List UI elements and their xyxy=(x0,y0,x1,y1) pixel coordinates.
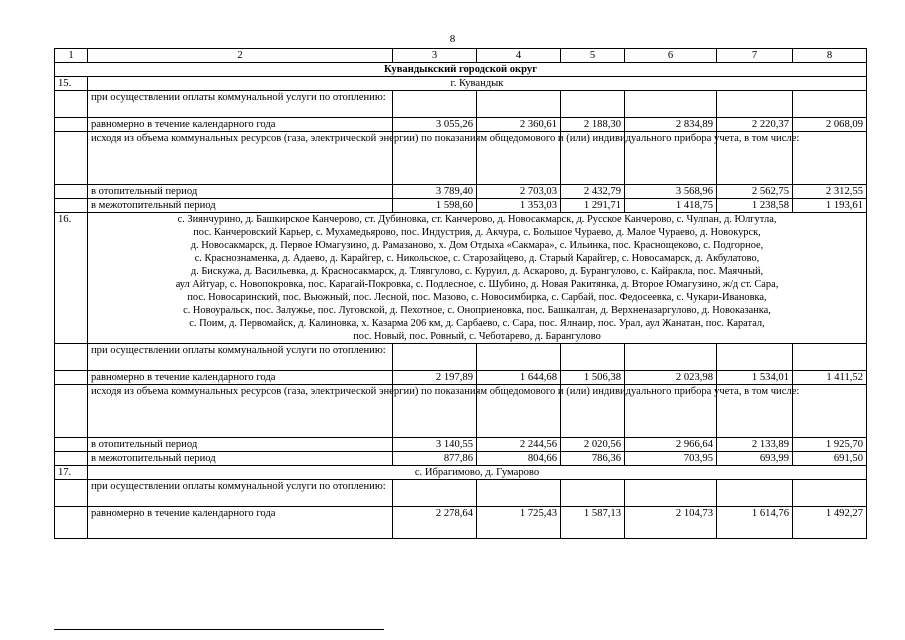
value-cell: 1 506,38 xyxy=(561,371,625,385)
place-line: с. Краснознаменка, д. Адаево, д. Карайгер, с. Никольское, с. Старозайцево, д. Старый Карайгер, с. Новосамарск, д. Акбулатово, xyxy=(194,253,760,264)
empty-cell xyxy=(55,185,88,199)
value-cell: 2 020,56 xyxy=(561,438,625,452)
row-label: в межотопительный период xyxy=(88,199,393,213)
row-label: равномерно в течение календарного года xyxy=(88,118,393,132)
value-cell: 2 432,79 xyxy=(561,185,625,199)
table-row xyxy=(55,344,867,371)
table-row xyxy=(55,438,867,452)
value-cell: 1 492,27 xyxy=(793,507,867,539)
table-row xyxy=(55,452,867,466)
section-header-row xyxy=(55,77,867,91)
value-cell: 1 291,71 xyxy=(561,199,625,213)
empty-cell xyxy=(477,344,561,371)
table-row xyxy=(55,132,867,185)
empty-cell xyxy=(717,344,793,371)
empty-cell xyxy=(55,199,88,213)
value-cell: 877,86 xyxy=(393,452,477,466)
value-cell: 1 238,58 xyxy=(717,199,793,213)
empty-cell xyxy=(55,452,88,466)
value-cell: 1 418,75 xyxy=(625,199,717,213)
row-label: равномерно в течение календарного года xyxy=(88,371,393,385)
empty-cell xyxy=(55,132,88,185)
section-place-list xyxy=(88,213,867,344)
row-label: при осуществлении оплаты коммунальной услуги по отоплению: xyxy=(88,91,393,118)
district-row xyxy=(55,63,867,77)
value-cell: 2 133,89 xyxy=(717,438,793,452)
place-line: с. Новоуральск, пос. Залужье, пос. Луговской, д. Пехотное, с. Оноприеновка, пос. Башкалган, д. Верхненазаргулово, д. Новоказанка, xyxy=(183,305,771,316)
table-row xyxy=(55,480,867,507)
empty-cell xyxy=(717,480,793,507)
empty-cell xyxy=(793,385,867,438)
place-line: с. Зиянчурино, д. Башкирское Канчерово, ст. Дубиновка, ст. Канчерово, д. Новосакмарск, д. Русское Канчерово, с. Чулпан, д. Юлгутла, xyxy=(177,214,777,225)
value-cell: 1 411,52 xyxy=(793,371,867,385)
value-cell: 3 055,26 xyxy=(393,118,477,132)
header-col-7: 7 xyxy=(717,49,793,63)
empty-cell xyxy=(55,91,88,118)
value-cell: 1 614,76 xyxy=(717,507,793,539)
empty-cell xyxy=(477,480,561,507)
row-label: равномерно в течение календарного года xyxy=(88,507,393,539)
table-row xyxy=(55,371,867,385)
table-row xyxy=(55,199,867,213)
value-cell: 2 244,56 xyxy=(477,438,561,452)
value-cell: 2 220,37 xyxy=(717,118,793,132)
section-number: 17. xyxy=(55,466,88,480)
page-number: 8 xyxy=(449,33,456,45)
header-row xyxy=(55,49,867,63)
value-cell: 2 703,03 xyxy=(477,185,561,199)
place-line: пос. Новосаринский, пос. Вьюжный, пос. Лесной, пос. Мазово, с. Новосимбирка, с. Сарбай, пос. Федосеевка, с. Чукари-Ивановка, xyxy=(187,292,767,303)
empty-cell xyxy=(793,132,867,185)
row-label: в отопительный период xyxy=(88,185,393,199)
place-line: пос. Канчеровский Карьер, с. Мухамедьярово, пос. Индустрия, д. Акчура, с. Большое Чураево, д. Малое Чураево, д. Новокурск, xyxy=(193,227,761,238)
empty-cell xyxy=(55,344,88,371)
empty-cell xyxy=(625,480,717,507)
empty-cell xyxy=(55,480,88,507)
value-cell: 3 789,40 xyxy=(393,185,477,199)
empty-cell xyxy=(55,371,88,385)
empty-cell xyxy=(55,438,88,452)
header-col-3: 3 xyxy=(393,49,477,63)
empty-cell xyxy=(717,91,793,118)
table-row xyxy=(55,91,867,118)
place-line: д. Новосакмарск, д. Первое Юмагузино, д. Рамазаново, х. Дом Отдыха «Сакмара», с. Ильинка, пос. Краснощеково, с. Подгорное, xyxy=(190,240,764,251)
value-cell: 2 188,30 xyxy=(561,118,625,132)
section-header-row xyxy=(55,213,867,344)
value-cell: 786,36 xyxy=(561,452,625,466)
value-cell: 691,50 xyxy=(793,452,867,466)
value-cell: 2 068,09 xyxy=(793,118,867,132)
table-row xyxy=(55,118,867,132)
header-col-2: 2 xyxy=(88,49,393,63)
row-label: в межотопительный период xyxy=(88,452,393,466)
empty-cell xyxy=(393,91,477,118)
value-cell: 2 562,75 xyxy=(717,185,793,199)
empty-cell xyxy=(561,91,625,118)
table-row xyxy=(55,385,867,438)
footer-rule xyxy=(54,629,384,630)
section-number: 16. xyxy=(55,213,88,344)
value-cell: 1 925,70 xyxy=(793,438,867,452)
district-title: Кувандыкский городской округ xyxy=(55,63,867,77)
empty-cell xyxy=(393,344,477,371)
value-cell: 1 598,60 xyxy=(393,199,477,213)
table-row xyxy=(55,507,867,539)
section-header-row xyxy=(55,466,867,480)
value-cell: 2 360,61 xyxy=(477,118,561,132)
value-cell: 693,99 xyxy=(717,452,793,466)
value-cell: 804,66 xyxy=(477,452,561,466)
row-label: при осуществлении оплаты коммунальной услуги по отоплению: xyxy=(88,344,393,371)
empty-cell xyxy=(393,480,477,507)
value-cell: 703,95 xyxy=(625,452,717,466)
value-cell: 2 966,64 xyxy=(625,438,717,452)
header-col-8: 8 xyxy=(793,49,867,63)
empty-cell xyxy=(55,507,88,539)
section-place: г. Кувандык xyxy=(88,77,867,91)
value-cell: 2 197,89 xyxy=(393,371,477,385)
value-cell: 2 312,55 xyxy=(793,185,867,199)
value-cell: 1 725,43 xyxy=(477,507,561,539)
empty-cell xyxy=(561,344,625,371)
value-cell: 1 644,68 xyxy=(477,371,561,385)
empty-cell xyxy=(477,91,561,118)
empty-cell xyxy=(55,385,88,438)
empty-cell xyxy=(561,480,625,507)
value-cell: 3 568,96 xyxy=(625,185,717,199)
value-cell: 3 140,55 xyxy=(393,438,477,452)
section-place: с. Ибрагимово, д. Гумарово xyxy=(88,466,867,480)
place-line: аул Айтуар, с. Новопокровка, пос. Карагай-Покровка, с. Подлесное, с. Шубино, д. Новая Ракитянка, д. Второе Юмагузино, ж/д ст. Сара, xyxy=(175,279,779,290)
empty-cell xyxy=(625,91,717,118)
value-cell: 2 104,73 xyxy=(625,507,717,539)
value-cell: 1 353,03 xyxy=(477,199,561,213)
row-label: исходя из объема коммунальных ресурсов (газа, электрической энергии) по показаниям общедомового и (или) индивидуального прибора учета, в том числе: xyxy=(88,132,393,185)
value-cell: 1 193,61 xyxy=(793,199,867,213)
place-line: пос. Новый, пос. Ровный, с. Чеботарево, д. Барангулово xyxy=(353,331,601,342)
table-row xyxy=(55,185,867,199)
empty-cell xyxy=(793,91,867,118)
header-col-4: 4 xyxy=(477,49,561,63)
row-label: исходя из объема коммунальных ресурсов (газа, электрической энергии) по показаниям общедомового и (или) индивидуального прибора учета, в том числе: xyxy=(88,385,393,438)
empty-cell xyxy=(625,344,717,371)
value-cell: 2 023,98 xyxy=(625,371,717,385)
value-cell: 2 278,64 xyxy=(393,507,477,539)
value-cell: 1 534,01 xyxy=(717,371,793,385)
empty-cell xyxy=(55,118,88,132)
tariff-table xyxy=(54,48,867,539)
empty-cell xyxy=(793,480,867,507)
header-col-1: 1 xyxy=(55,49,88,63)
header-col-6: 6 xyxy=(625,49,717,63)
value-cell: 1 587,13 xyxy=(561,507,625,539)
value-cell: 2 834,89 xyxy=(625,118,717,132)
header-col-5: 5 xyxy=(561,49,625,63)
row-label: при осуществлении оплаты коммунальной услуги по отоплению: xyxy=(88,480,393,507)
row-label: в отопительный период xyxy=(88,438,393,452)
place-line: с. Поим, д. Первомайск, д. Калиновка, х. Казарма 206 км, д. Сарбаево, с. Сара, пос. Ялнаир, пос. Урал, аул Жанатан, пос. Каратал, xyxy=(189,318,765,329)
empty-cell xyxy=(793,344,867,371)
place-line: д. Бискужа, д. Васильевка, д. Красносакмарск, д. Тлявгулово, с. Куруил, д. Аскарово, д. Бурангулово, с. Кайракла, пос. Маячный, xyxy=(190,266,764,277)
section-number: 15. xyxy=(55,77,88,91)
